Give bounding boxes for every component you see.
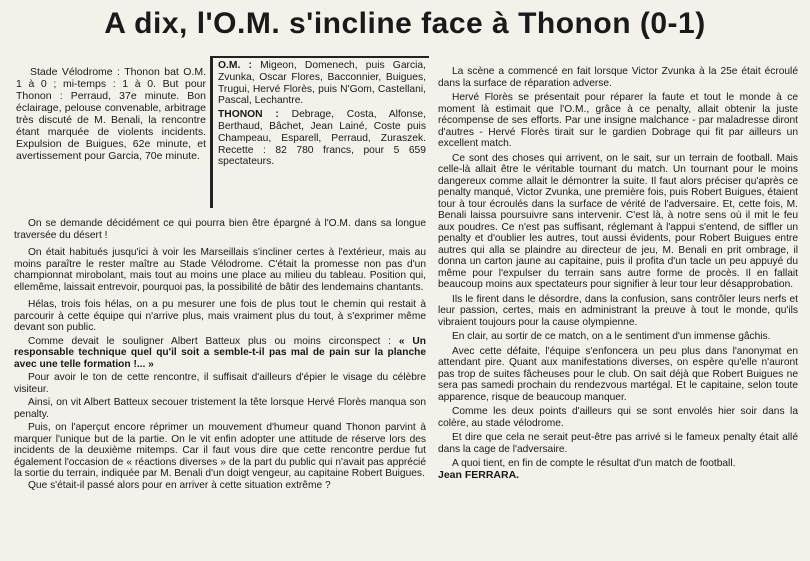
quote-intro: Comme devait le souligner Albert Batteux plus ou moins circonspect : — [28, 335, 391, 347]
left-paragraph-6: Ainsi, on vit Albert Batteux secouer tristement la tête lorsque Hervé Florès manqua son penalty. — [14, 397, 426, 420]
right-paragraph-5: En clair, au sortir de ce match, on a le sentiment d'un immense gâchis. — [452, 331, 771, 342]
thonon-players: Debrage, Costa, Alfonse, Berthaud, Bâchet, Jean Lainé, Coste puis Champeau, Esparell, Perraud, Zuraszek. Recette : 82 780 francs, pour 5 659 spectateurs. — [218, 109, 426, 168]
thonon-label: THONON : — [218, 109, 279, 121]
left-paragraph-2: On était habitués jusqu'ici à voir les Marseillais s'incliner certes à l'extérieur, mais au moins paraître le rester maître au Stade Vélodrome. C'était la promesse non pas d'un championnat mirobolant, mais tout au moins une place au milieu du tableau. Position qui, ellemême, laissait entrevoir, pourquoi pas, la possibilité de bâtir des lendemains chantants. — [14, 247, 426, 293]
right-paragraph-3: Ce sont des choses qui arrivent, on le sait, sur un terrain de football. Mais celle-là allait être le véritable tournant du match. Un tournant pour le moins dangereux comme allait le démontrer la suite. Il faut alors préciser qu'après ce penalty manqué, Victor Zvunka, une première fois, puis Robert Buigues, étaient tour à tour écroulés dans la surface de vérité de l'adversaire. Et, cette fois, M. Benali laissa poursuivre sans intervenir. C'est là, à notre sens où il mit le feu aux poudres. Ce n'est pas suffisant, réglemant à l'appui s'entend, de siffler un penalty et d'oublier les autres, tout aussi évidents, pour Robert Buigues entre autres qui alla se plaindre au directeur de jeu, M. Benali en prit ombrage, il donna un carton jaune au capitaine, puis il profita d'un tacle un peu appuyé du même pour l'expulser du terrain sans autre forme de procès. Il en fallait beaucoup moins aux spectateurs pour signifier à leur tour leur désapprobation. — [438, 152, 798, 290]
om-players: Migeon, Domenech, puis Garcia, Zvunka, Oscar Flores, Bacconnier, Buigues, Trugui, Hervé Florès, puis N'Gom, Castellani, Pascal, Lechantre. — [218, 60, 426, 107]
right-paragraph-4: Ils le firent dans le désordre, dans la confusion, sans contrôler leurs nerfs et leur passion, certes, mais en administrant la preuve à tout le monde, qu'ils vibraient toujours pour la cause olympienne. — [438, 293, 798, 328]
match-info: Stade Vélodrome : Thonon bat O.M. 1 à 0 ; mi-temps : 1 à 0. But pour Thonon : Perraud, 37e minute. Bon éclairage, pelouse convenable, arbitrage très discuté de M. Benali, la rencontre étant marquée de violents incidents. Expulsion de Buigues, 62e minute, et avertissement pour Garcia, 70e minute. — [16, 66, 206, 162]
right-paragraph-7: Comme les deux points d'ailleurs qui se sont envolés hier soir dans la colère, au stade vélodrome. — [438, 406, 798, 429]
right-column — [438, 66, 798, 481]
left-paragraph-7: Puis, on l'aperçut encore réprimer un mouvement d'humeur quand Thonon parvint à marquer l'unique but de la partie. On le vit enfin adopter une attitude de réserve lors des incidents de la deuxième mitemps. Car il faut vous dire que cette rencontre perdue fut également l'occasion de « réactions diverses » de la part du public qui n'avait pas apprécié la sortie du terrain, indiquée par M. Benali d'un doigt vengeur, au capitaine Robert Buigues. — [14, 422, 426, 479]
right-paragraph-1: La scène a commencé en fait lorsque Victor Zvunka à la 25e était écroulé dans la surface de réparation adverse. — [438, 66, 798, 89]
right-paragraph-2: Hervé Florès se présentait pour réparer la faute et tout le monde à ce moment là estimait que l'O.M., grâce à ce penalty, allait obtenir la juste récompense de ses efforts. Par une insigne malchance - par maladresse diront d'autres - Hervé Florès tirait sur le gardien Dobrage qui fit par ailleurs un excellent match. — [438, 92, 798, 149]
left-paragraph-3: Hélas, trois fois hélas, on a pu mesurer une fois de plus tout le chemin qui restait à parcourir à cette équipe qui n'arrive plus, mais vraiment plus du tout, à s'exprimer même devant son public. — [14, 299, 426, 333]
om-label: O.M. : — [218, 60, 252, 71]
batteux-quote: « Un responsable technique quel qu'il soit a semble-t-il pas mal de pain sur la planche avec une telle formation !... » — [14, 335, 426, 370]
left-paragraph-1: On se demande décidément ce qui pourra bien être épargné à l'O.M. dans sa longue traversée du désert ! — [14, 218, 426, 241]
om-lineup — [218, 60, 426, 107]
match-summary — [16, 66, 206, 162]
left-column — [14, 218, 426, 491]
lineups — [218, 60, 426, 168]
right-paragraph-6: Avec cette défaite, l'équipe s'enfoncera un peu plus dans l'anonymat en attendant pire. Quant aux manifestations diverses, on espère qu'elle n'auront pas trop de suites fâcheuses pour le club. On sait déjà que Robert Buigues ne sera pas samedi prochain du rendezvous martégal. Et le capitaine, selon toute apparence, risque de beaucoup manquer. — [438, 345, 798, 403]
left-paragraph-5: Pour avoir le ton de cette rencontre, il suffisait d'ailleurs d'épier le visage du célèbre visiteur. — [14, 372, 426, 395]
headline: A dix, l'O.M. s'incline face à Thonon (0-1) — [104, 7, 706, 40]
right-paragraph-8: Et dire que cela ne serait peut-être pas arrivé si le fameux penalty était allé dans la cage de l'adversaire. — [438, 432, 798, 455]
right-paragraph-9: A quoi tient, en fin de compte le résultat d'un match de football. — [452, 458, 736, 469]
left-paragraph-8: Que s'était-il passé alors pour en arriver à cette situation extrême ? — [28, 479, 331, 491]
author-signature: Jean FERRARA. — [438, 468, 520, 481]
thonon-lineup — [218, 109, 426, 168]
left-paragraph-4 — [14, 336, 426, 371]
